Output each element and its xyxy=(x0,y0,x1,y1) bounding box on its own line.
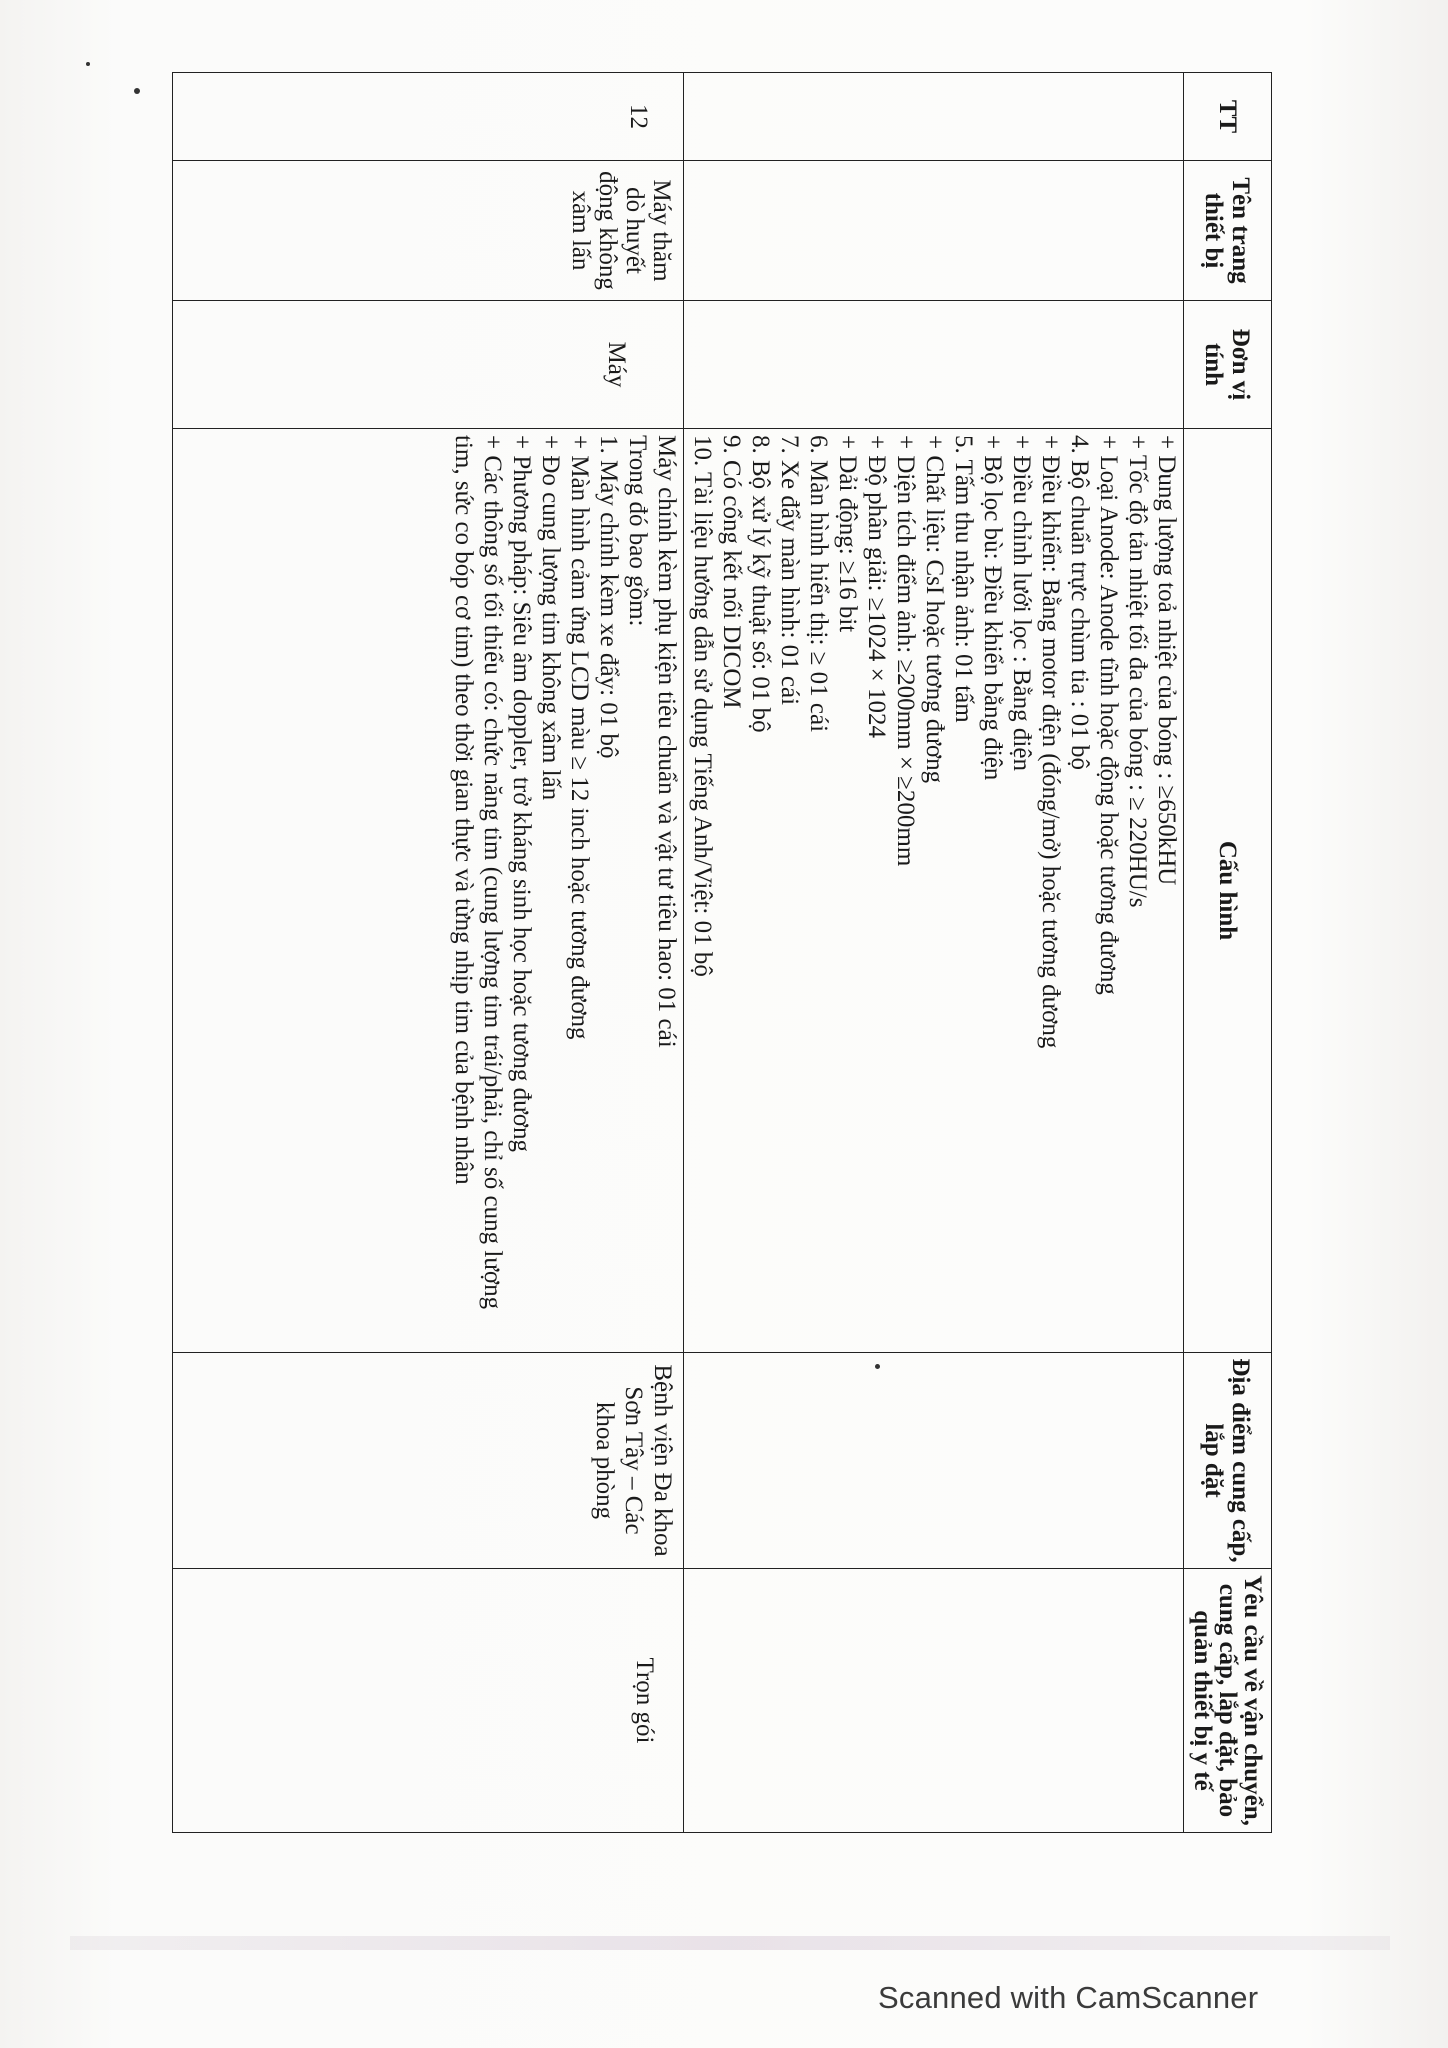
cell-location-empty xyxy=(684,1353,1184,1569)
table-row-continuation xyxy=(684,73,1184,1833)
config-line: 6. Màn hình hiển thị: ≥ 01 cái xyxy=(805,435,832,733)
config-line: + Các thông số tối thiểu có: chức năng tim (cung lượng tim trái/phải, chỉ số cung lượng tim, sức co bóp cơ tim) theo thời gian thực và từng nhịp tim của bệnh nhân xyxy=(450,435,506,1310)
config-line: 10. Tài liệu hướng dẫn sử dụng Tiếng Anh/Việt: 01 bộ xyxy=(689,435,716,977)
camscanner-watermark: Scanned with CamScanner xyxy=(878,1980,1259,2015)
config-line: + Màn hình cảm ứng LCD màu ≥ 12 inch hoặc tương đương xyxy=(566,435,593,1040)
scan-speck xyxy=(134,88,140,94)
config-line: + Điều khiển: Bằng motor điện (đóng/mở) hoặc tương đương xyxy=(1037,435,1064,1049)
config-list xyxy=(684,429,1183,1352)
config-line: 5. Tấm thu nhận ảnh: 01 tấm xyxy=(950,435,977,723)
config-line: + Chất liệu: CsI hoặc tương đương xyxy=(921,435,948,784)
config-line: Trong đó bao gồm: xyxy=(624,435,651,627)
cell-tt: 12 xyxy=(173,73,684,161)
config-line: + Điều chỉnh lưới lọc : Bằng điện xyxy=(1008,435,1035,771)
config-line: + Dung lượng toả nhiệt của bóng : ≥650kHU xyxy=(1153,435,1180,886)
config-line: + Loại Anode: Anode tĩnh hoặc động hoặc tương đương xyxy=(1095,435,1122,995)
scan-edge-band xyxy=(70,1936,1390,1950)
config-line: + Độ phân giải: ≥1024 × 1024 xyxy=(863,435,890,739)
cell-requirement: Trọn gói xyxy=(173,1569,684,1833)
config-line: Máy chính kèm phụ kiện tiêu chuẩn và vật tư tiêu hao: 01 cái xyxy=(653,435,680,1048)
cell-requirement-empty xyxy=(684,1569,1184,1833)
config-list xyxy=(445,429,683,1352)
header-unit: Đơn vị tính xyxy=(1184,301,1272,429)
cell-config xyxy=(173,429,684,1353)
header-requirement: Yêu cầu về vận chuyển, cung cấp, lắp đặt, bảo quản thiết bị y tế xyxy=(1184,1569,1272,1833)
config-line: + Đo cung lượng tim không xâm lấn xyxy=(537,435,564,801)
rotated-document-page xyxy=(242,72,1272,1832)
config-line: 4. Bộ chuẩn trực chùm tia : 01 bộ xyxy=(1066,435,1093,771)
table-row-12 xyxy=(173,73,684,1833)
header-equipment-name: Tên trang thiết bị xyxy=(1184,161,1272,301)
config-line: + Dải động: ≥16 bit xyxy=(834,435,861,633)
cell-unit-empty xyxy=(684,301,1184,429)
config-line: + Tốc độ tản nhiệt tối đa của bóng : ≥ 220HU/s xyxy=(1124,435,1151,908)
table-header-row xyxy=(1184,73,1272,1833)
config-line: + Diện tích điểm ảnh: ≥200mm × ≥200mm xyxy=(892,435,919,867)
header-location: Địa điểm cung cấp, lắp đặt xyxy=(1184,1353,1272,1569)
config-line: 7. Xe đẩy màn hình: 01 cái xyxy=(776,435,803,706)
scan-speck xyxy=(86,62,90,66)
config-line: + Bộ lọc bù: Điều khiển bằng điện xyxy=(979,435,1006,781)
config-line: 1. Máy chính kèm xe đẩy: 01 bộ xyxy=(595,435,622,759)
scan-speck xyxy=(875,1364,880,1369)
cell-location: Bệnh viện Đa khoa Sơn Tây – Các khoa phòng xyxy=(173,1353,684,1569)
config-line: 9. Có cổng kết nối DICOM xyxy=(718,435,745,709)
cell-name-empty xyxy=(684,161,1184,301)
header-configuration: Cấu hình xyxy=(1184,429,1272,1353)
header-tt: TT xyxy=(1184,73,1272,161)
cell-tt-empty xyxy=(684,73,1184,161)
cell-unit: Máy xyxy=(173,301,684,429)
config-line: + Phương pháp: Siêu âm doppler, trở kháng sinh học hoặc tương đương xyxy=(508,435,535,1152)
config-line: 8. Bộ xử lý kỹ thuật số: 01 bộ xyxy=(747,435,774,733)
equipment-spec-table xyxy=(172,72,1272,1833)
cell-equipment-name: Máy thăm dò huyết động không xâm lấn xyxy=(173,161,684,301)
cell-config-continuation xyxy=(684,429,1184,1353)
